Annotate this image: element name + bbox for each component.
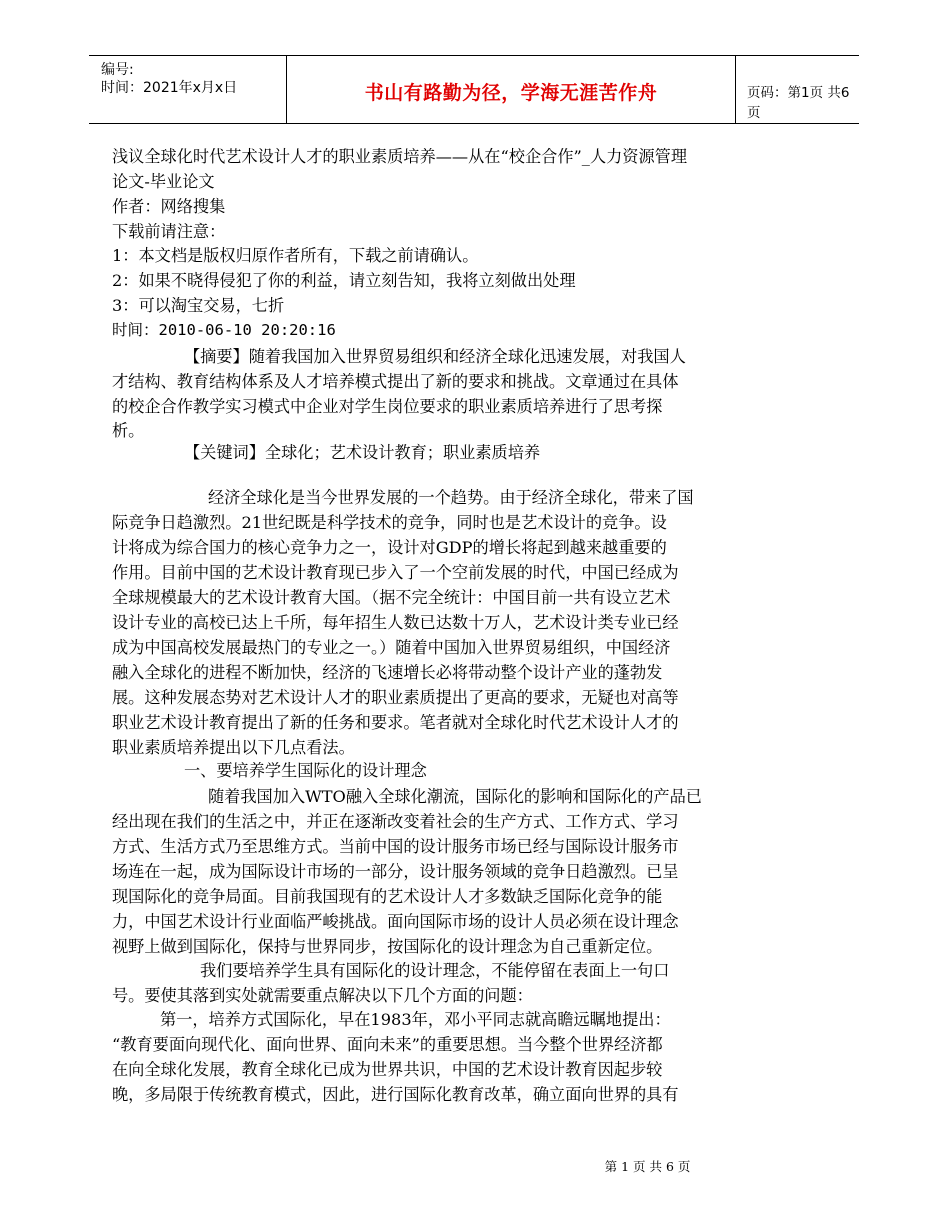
paragraph-line: 全球规模最大的艺术设计教育大国。（据不完全统计：中国目前一共有设立艺术 bbox=[112, 588, 671, 607]
paragraph-line: 方式、生活方式乃至思维方式。当前中国的设计服务市场已经与国际设计服务市 bbox=[112, 837, 679, 856]
notice-item-3: 3：可以淘宝交易，七折 bbox=[112, 296, 285, 315]
paragraph-line: 第一，培养方式国际化，早在1983年，邓小平同志就高瞻远瞩地提出： bbox=[160, 1010, 671, 1029]
paragraph-line: 展。这种发展态势对艺术设计人才的职业素质提出了更高的要求，无疑也对高等 bbox=[112, 688, 679, 707]
timestamp-line: 时间：2010-06-10 20:20:16 bbox=[112, 321, 336, 339]
doc-title-line-1: 浅议全球化时代艺术设计人才的职业素质培养——从在“校企合作”_人力资源管理 bbox=[112, 147, 688, 166]
paragraph-line: 职业艺术设计教育提出了新的任务和要求。笔者就对全球化时代艺术设计人才的 bbox=[112, 713, 679, 732]
doc-title-line-2: 论文-毕业论文 bbox=[112, 172, 215, 191]
paragraph-line: 力，中国艺术设计行业面临严峻挑战。面向国际市场的设计人员必须在设计理念 bbox=[112, 912, 679, 931]
abstract-line-3: 的校企合作教学实习模式中企业对学生岗位要求的职业素质培养进行了思考探 bbox=[112, 397, 663, 416]
paragraph-line: 成为中国高校发展最热门的专业之一。）随着中国加入世界贸易组织，中国经济 bbox=[112, 638, 671, 657]
notice-item-2: 2：如果不晓得侵犯了你的利益，请立刻告知，我将立刻做出处理 bbox=[112, 271, 576, 290]
header-motto: 书山有路勤为径，学海无涯苦作舟 bbox=[364, 82, 658, 104]
section-heading-1: 一、要培养学生国际化的设计理念 bbox=[184, 761, 427, 780]
paragraph-line: 号。要使其落到实处就需要重点解决以下几个方面的问题： bbox=[112, 986, 533, 1005]
paragraph-line: 在向全球化发展，教育全球化已成为世界共识，中国的艺术设计教育因起步较 bbox=[112, 1060, 663, 1079]
paragraph-line: 现国际化的竞争局面。目前我国现有的艺术设计人才多数缺乏国际化竞争的能 bbox=[112, 887, 663, 906]
notice-heading: 下载前请注意： bbox=[112, 222, 226, 241]
abstract-line-2: 才结构、教育结构体系及人才培养模式提出了新的要求和挑战。文章通过在具体 bbox=[112, 372, 679, 391]
paragraph-line: 经出现在我们的生活之中，并正在逐渐改变着社会的生产方式、工作方式、学习 bbox=[112, 812, 679, 831]
paragraph-line: 设计专业的高校已达上千所，每年招生人数已达数十万人，艺术设计类专业已经 bbox=[112, 613, 679, 632]
header-date: 时间：2021年x月x日 bbox=[101, 80, 238, 96]
paragraph-line: 视野上做到国际化，保持与世界同步，按国际化的设计理念为自己重新定位。 bbox=[112, 937, 663, 956]
paragraph-line: 我们要培养学生具有国际化的设计理念，不能停留在表面上一句口 bbox=[200, 961, 670, 980]
page-header bbox=[89, 55, 859, 124]
paragraph-line: 际竞争日趋激烈。21世纪既是科学技术的竞争，同时也是艺术设计的竞争。设 bbox=[112, 513, 667, 532]
abstract-line-1: 【摘要】随着我国加入世界贸易组织和经济全球化迅速发展，对我国人 bbox=[184, 347, 686, 366]
paragraph-line: “教育要面向现代化、面向世界、面向未来”的重要思想。当今整个世界经济都 bbox=[112, 1035, 663, 1054]
abstract-line-4: 析。 bbox=[112, 421, 145, 440]
paragraph-line: 融入全球化的进程不断加快，经济的飞速增长必将带动整个设计产业的蓬勃发 bbox=[112, 663, 663, 682]
page-footer: 第 1 页 共 6 页 bbox=[604, 1159, 691, 1174]
header-page-number: 页码：第1页 共6页 bbox=[747, 85, 850, 121]
paragraph-line: 职业素质培养提出以下几点看法。 bbox=[112, 738, 355, 757]
author-line: 作者：网络搜集 bbox=[112, 197, 226, 216]
serial-number-label: 编号: bbox=[101, 62, 134, 78]
paragraph-line: 晚，多局限于传统教育模式，因此，进行国际化教育改革，确立面向世界的具有 bbox=[112, 1085, 679, 1104]
paragraph-line: 随着我国加入WTO融入全球化潮流，国际化的影响和国际化的产品已 bbox=[208, 787, 702, 806]
paragraph-line: 计将成为综合国力的核心竞争力之一，设计对GDP的增长将起到越来越重要的 bbox=[112, 538, 667, 557]
header-right-cell bbox=[735, 56, 859, 123]
keywords-line: 【关键词】全球化；艺术设计教育；职业素质培养 bbox=[184, 443, 541, 462]
paragraph-line: 经济全球化是当今世界发展的一个趋势。由于经济全球化，带来了国 bbox=[208, 488, 694, 507]
header-left-cell bbox=[89, 56, 286, 123]
header-center-cell bbox=[286, 56, 736, 123]
paragraph-line: 场连在一起，成为国际设计市场的一部分，设计服务领域的竞争日趋激烈。已呈 bbox=[112, 862, 679, 881]
paragraph-line: 作用。目前中国的艺术设计教育现已步入了一个空前发展的时代，中国已经成为 bbox=[112, 563, 679, 582]
notice-item-1: 1：本文档是版权归原作者所有，下载之前请确认。 bbox=[112, 246, 479, 265]
